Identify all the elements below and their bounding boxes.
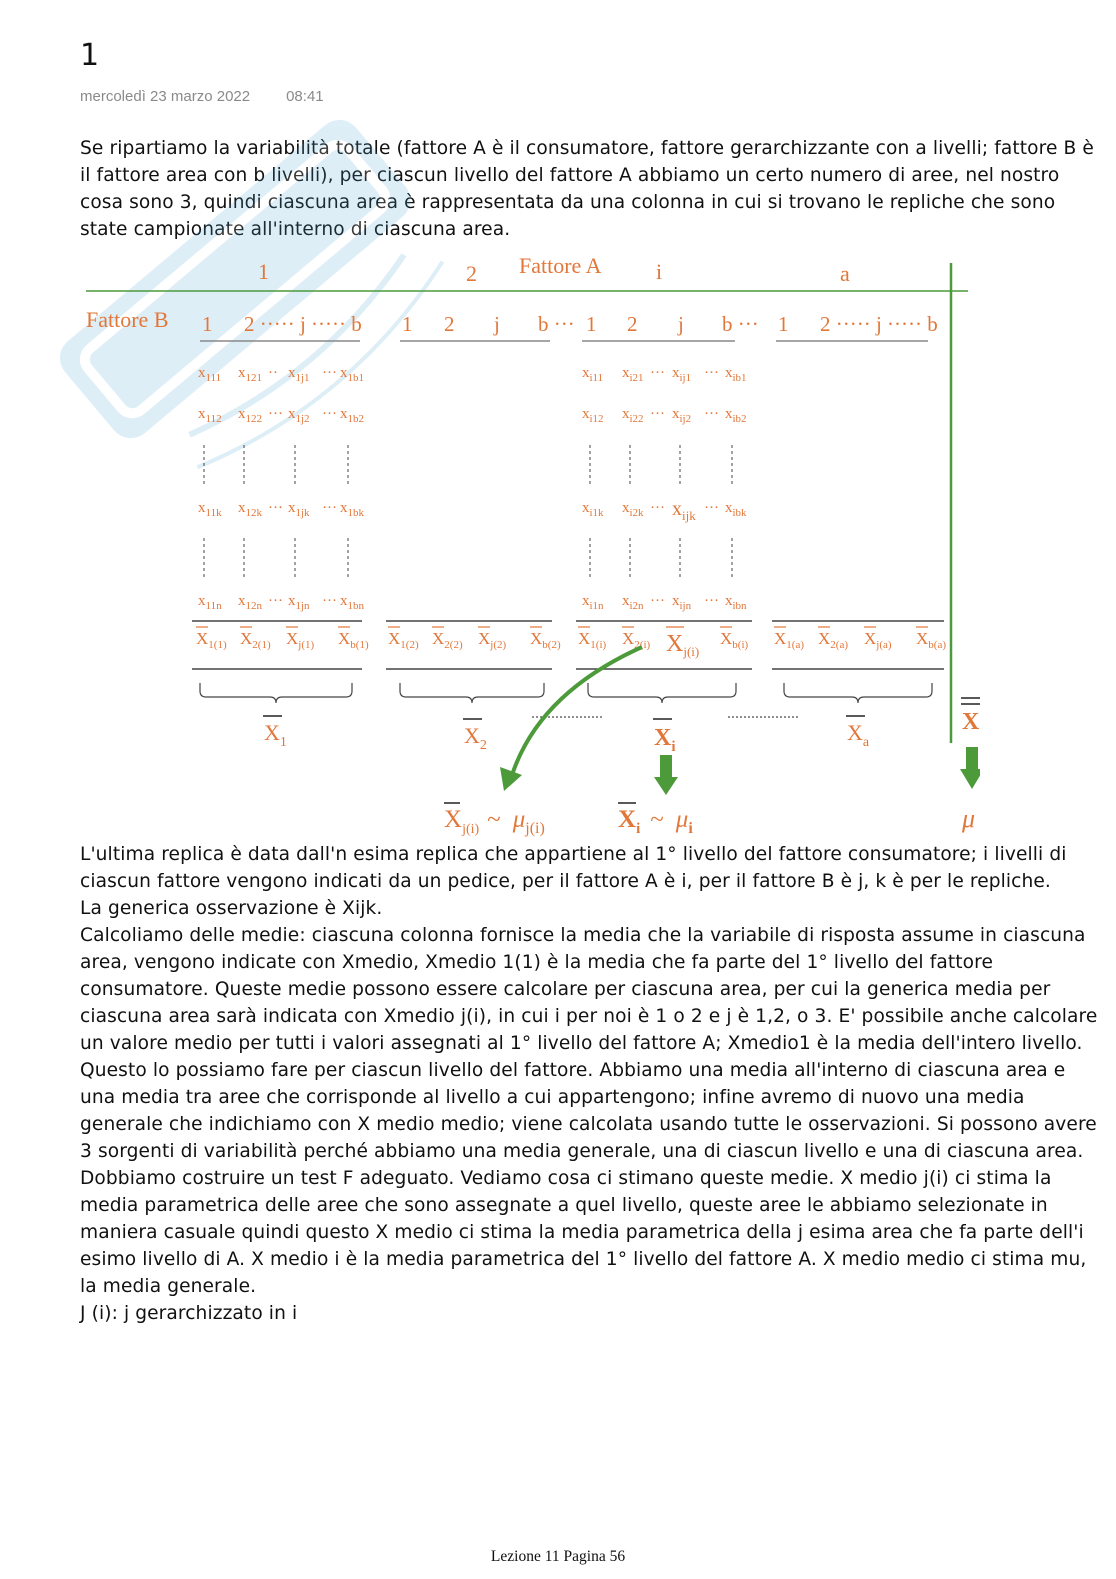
svg-text:2: 2 (444, 312, 455, 336)
svg-text:x1bk: $x_{1bk}$ (340, 500, 364, 519)
page-time: 08:41 (286, 88, 324, 105)
svg-text:x1jk: $x_{1jk}$ (288, 500, 310, 519)
intro-text: Se ripartiamo la variabilità totale (fattore A è il consumatore, fattore gerarchizzante con a livelli; fattore B è il fattore area con b livelli), per ciascun livello del fattore A abbiamo un certo numero di aree, nel nostro cosa sono 3, quindi ciascuna area è rappresentata da una colonna in cui si trovano le repliche che sono state campionate all'interno di ciascuna area. (80, 138, 1094, 240)
svg-text:2 ····· j ····· b: 2 ····· j ····· b (820, 312, 938, 336)
svg-text:···: ··· (704, 593, 719, 609)
svg-text:xijn: $x_{ijn}$ (672, 593, 692, 612)
body-text (80, 841, 1100, 1327)
svg-text:X2(1): $X_{2(1)}$ (240, 629, 271, 651)
body-paragraph-2: La generica osservazione è Xijk. (80, 898, 383, 919)
svg-text:···: ··· (704, 406, 719, 422)
svg-text:x122: $x_{122}$ (238, 406, 262, 425)
svg-text:···: ··· (650, 593, 665, 609)
a-level-a: a (840, 261, 850, 286)
cell-means (196, 629, 946, 659)
svg-text:Xb(1): $X_{b(1)}$ (338, 629, 369, 651)
svg-text:b ···: b ··· (722, 312, 759, 336)
svg-text:x112: $x_{112}$ (198, 406, 222, 425)
svg-text:X1(1): $X_{1(1)}$ (196, 629, 227, 651)
body-paragraph-1: L'ultima replica è data dall'n esima replica che appartiene al 1° livello del fattore consumatore; i livelli di ciascun fattore vengono indicati da un pedice, per il fattore A è i, per il fattore B è j, k è per le repliche. (80, 844, 1067, 892)
a-level-1: 1 (258, 259, 269, 284)
svg-text:j: j (494, 312, 500, 336)
svg-text:xi11: $x_{i11}$ (582, 365, 604, 384)
svg-text:x121: $x_{121}$ (238, 365, 262, 384)
page-meta (80, 88, 324, 105)
svg-text:x111: $x_{111}$ (198, 365, 222, 384)
svg-text:xi12: $x_{i12}$ (582, 406, 604, 425)
svg-text:Xb(2): $X_{b(2)}$ (530, 629, 561, 651)
intro-paragraph (80, 135, 1100, 243)
svg-text:j: j (678, 312, 684, 336)
svg-text:X1(2): $X_{1(2)}$ (388, 629, 419, 651)
svg-text:···: ··· (322, 365, 337, 381)
arrow-grand-shaft (966, 747, 978, 771)
group-mean-bars (263, 698, 980, 719)
svg-text:x12n: $x_{12n}$ (238, 593, 262, 612)
svg-text:xi2k: $x_{i2k}$ (622, 500, 644, 519)
svg-text:···: ··· (268, 593, 283, 609)
svg-text:···: ··· (704, 365, 719, 381)
svg-text:X2(2): $X_{2(2)}$ (432, 629, 463, 651)
svg-text:··: ·· (268, 365, 278, 381)
svg-text:···: ··· (268, 500, 283, 516)
page-date: mercoledì 23 marzo 2022 (80, 88, 251, 105)
observations-group-1 (198, 365, 365, 612)
svg-text:x1b1: $x_{1b1}$ (340, 365, 364, 384)
svg-text:···: ··· (322, 593, 337, 609)
mu-general: μ (962, 804, 976, 833)
curved-arrow-head (500, 767, 522, 791)
nested-anova-diagram (80, 255, 980, 845)
svg-text:xi21: $x_{i21}$ (622, 365, 644, 384)
svg-text:xib2: $x_{ib2}$ (725, 406, 747, 425)
factor-a-label: Fattore A (519, 255, 602, 278)
svg-text:x11k: $x_{11k}$ (198, 500, 222, 519)
svg-text:Xb(i): $X_{b(i)}$ (720, 629, 749, 651)
nested-anova-figure (80, 255, 980, 845)
svg-text:Xj(i): $X_{j(i)}$ (666, 631, 700, 659)
svg-text:xi2n: $x_{i2n}$ (622, 593, 644, 612)
svg-text:X1(a): $X_{1(a)}$ (774, 629, 804, 651)
eq-cell-mean: $X_{j(i)}$ ~ $\mu_{j(i)}$ (444, 806, 545, 837)
svg-text:x1j1: $x_{1j1}$ (288, 365, 310, 384)
svg-text:x1bn: $x_{1bn}$ (340, 593, 364, 612)
body-paragraph-3: Calcoliamo delle medie: ciascuna colonna fornisce la media che la variabile di risposta assume in ciascuna area, vengono indicate con Xmedio, Xmedio 1(1) è la media che fa parte del 1° livello del fattore consumatore. Queste medie possono essere calcolare per ciascuna area, per cui la generica media per ciascuna area sarà indicata con Xmedio j(i), in cui i per noi è 1 o 2 e j è 1,2, o 3. E' possibile anche calcolare un valore medio per tutti i valori assegnati al 1° livello del fattore A; Xmedio1 è la media dell'intero livello. Questo lo possiamo fare per ciascun livello del fattore. Abbiamo una media all'interno di ciascuna area e una media tra aree che corrisponde al livello a cui appartengono; infine avremo di nuovo una media generale che indichiamo con X medio medio; viene calcolata usando tutte le osservazioni. Si possono avere 3 sorgenti di variabilità perché abbiamo una media generale, una di ciascun livello e una di ciascuna area. (80, 925, 1098, 1162)
body-paragraph-4: Dobbiamo costruire un test F adeguato. Vediamo cosa ci stimano queste medie. X medio j(i) ci stima la media parametrica delle aree che sono assegnate a quel livello, queste aree le abbiamo selezionate in maniera casuale quindi questo X medio ci stima la media parametrica della j esima area che fa parte dell'i esimo livello di A. X medio i è la media parametrica del 1° livello del fattore A. X medio medio ci stima mu, la media generale. (80, 1168, 1087, 1297)
svg-text:···: ··· (322, 406, 337, 422)
svg-text:x12k: $x_{12k}$ (238, 500, 262, 519)
svg-text:2 ····· j ····· b: 2 ····· j ····· b (244, 312, 362, 336)
svg-text:xib1: $x_{ib1}$ (725, 365, 747, 384)
svg-text:X2(i): $X_{2(i)}$ (622, 629, 651, 651)
svg-text:xibn: $x_{ibn}$ (725, 593, 747, 612)
svg-text:Xj(2): $X_{j(2)}$ (478, 629, 507, 651)
svg-text:xijk: $x_{ijk}$ (672, 498, 696, 523)
svg-text:X2(a): $X_{2(a)}$ (818, 629, 848, 651)
arrow-grand-head (960, 769, 980, 789)
eq-group-mean: $X_i$ ~ $\mu_i$ (618, 806, 693, 837)
svg-text:1: 1 (586, 312, 597, 336)
svg-text:xij1: $x_{ij1}$ (672, 365, 692, 384)
a-level-2: 2 (466, 261, 477, 286)
observations-group-i (582, 365, 747, 612)
page-title: 1 (80, 38, 100, 73)
svg-text:xi1k: $x_{i1k}$ (582, 500, 604, 519)
svg-text:1: 1 (402, 312, 413, 336)
svg-text:···: ··· (650, 406, 665, 422)
svg-text:Xb(a): $X_{b(a)}$ (916, 629, 946, 651)
a-level-i: i (656, 259, 663, 284)
svg-text:···: ··· (704, 500, 719, 516)
arrow-i-shaft (660, 755, 672, 779)
svg-text:1: 1 (778, 312, 789, 336)
svg-text:x1b2: $x_{1b2}$ (340, 406, 364, 425)
svg-text:xibk: $x_{ibk}$ (725, 500, 747, 519)
group-mean-2: $X_2$ (464, 723, 487, 753)
svg-text:xi22: $x_{i22}$ (622, 406, 644, 425)
body-paragraph-5: J (i): j gerarchizzato in i (80, 1303, 298, 1324)
svg-text:b ···: b ··· (538, 312, 575, 336)
svg-text:···: ··· (650, 365, 665, 381)
group-mean-i: $X_i$ (654, 725, 676, 755)
curved-arrow-shaft (512, 647, 642, 775)
svg-text:Xj(a): $X_{j(a)}$ (864, 629, 892, 651)
svg-text:Xj(1): $X_{j(1)}$ (286, 629, 315, 651)
svg-text:x11n: $x_{11n}$ (198, 593, 222, 612)
svg-text:x1jn: $x_{1jn}$ (288, 593, 310, 612)
group-mean-a: $X_a$ (847, 720, 870, 750)
svg-text:xij2: $x_{ij2}$ (672, 406, 692, 425)
svg-text:···: ··· (650, 500, 665, 516)
page-footer: Lezione 11 Pagina 56 (490, 1548, 626, 1565)
factor-b-label: Fattore B (86, 307, 169, 332)
arrow-i-head (654, 777, 678, 795)
svg-text:1: 1 (202, 312, 213, 336)
group-mean-1: $X_1$ (264, 720, 287, 750)
svg-text:···: ··· (322, 500, 337, 516)
svg-text:xi1n: $x_{i1n}$ (582, 593, 604, 612)
svg-text:X1(i): $X_{1(i)}$ (578, 629, 607, 651)
svg-text:x1j2: $x_{1j2}$ (288, 406, 310, 425)
grand-mean: X (962, 709, 980, 735)
svg-text:···: ··· (268, 406, 283, 422)
svg-text:2: 2 (627, 312, 638, 336)
b-level-headers (202, 312, 938, 336)
